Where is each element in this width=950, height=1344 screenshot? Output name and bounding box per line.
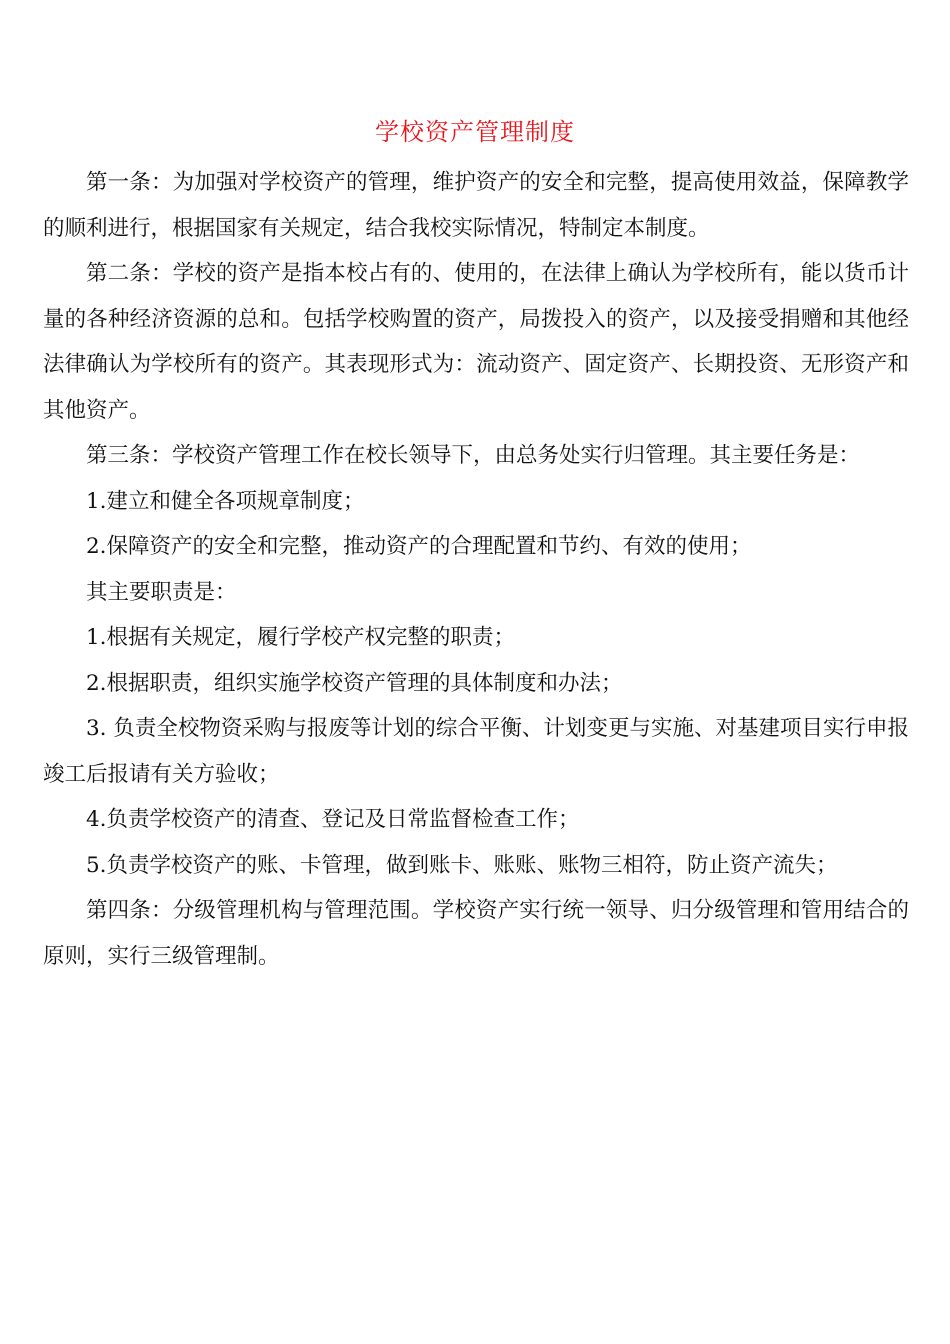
- paragraph-duties-heading: 其主要职责是：: [86, 579, 237, 605]
- paragraph-duty-3: 3. 负责全校物资采购与报废等计划的综合平衡、计划变更与实施、对基建项目实行申报竣工后报请有关方验收；: [43, 716, 909, 787]
- paragraph-duty-2: 2.根据职责，组织实施学校资产管理的具体制度和办法；: [86, 670, 623, 696]
- paragraph-duty-5: 5.负责学校资产的账、卡管理，做到账卡、账账、账物三相符，防止资产流失；: [86, 852, 838, 878]
- paragraph-article-2: 第二条：学校的资产是指本校占有的、使用的，在法律上确认为学校所有，能以货币计量的各种经济资源的总和。包括学校购置的资产，局拨投入的资产，以及接受捐赠和其他经法律确认为学校所有的资产。其表现形式为：流动资产、固定资产、长期投资、无形资产和其他资产。: [43, 261, 909, 423]
- paragraph-duty-4: 4.负责学校资产的清查、登记及日常监督检查工作；: [86, 807, 580, 832]
- paragraph-article-4: 第四条：分级管理机构与管理范围。学校资产实行统一领导、归分级管理和管用结合的原则，实行三级管理制。: [43, 898, 909, 969]
- document-title: 学校资产管理制度: [375, 118, 575, 146]
- paragraph-duty-1: 1.根据有关规定，履行学校产权完整的职责；: [86, 625, 516, 650]
- paragraph-article-3: 第三条：学校资产管理工作在校长领导下，由总务处实行归管理。其主要任务是：: [86, 443, 861, 468]
- paragraph-task-1: 1.建立和健全各项规章制度；: [86, 488, 365, 514]
- document-body: [43, 160, 909, 979]
- paragraph-article-1: 第一条：为加强对学校资产的管理，维护资产的安全和完整，提高使用效益，保障教学的顺利进行，根据国家有关规定，结合我校实际情况，特制定本制度。: [43, 170, 909, 241]
- paragraph-task-2: 2.保障资产的安全和完整，推动资产的合理配置和节约、有效的使用；: [86, 534, 752, 559]
